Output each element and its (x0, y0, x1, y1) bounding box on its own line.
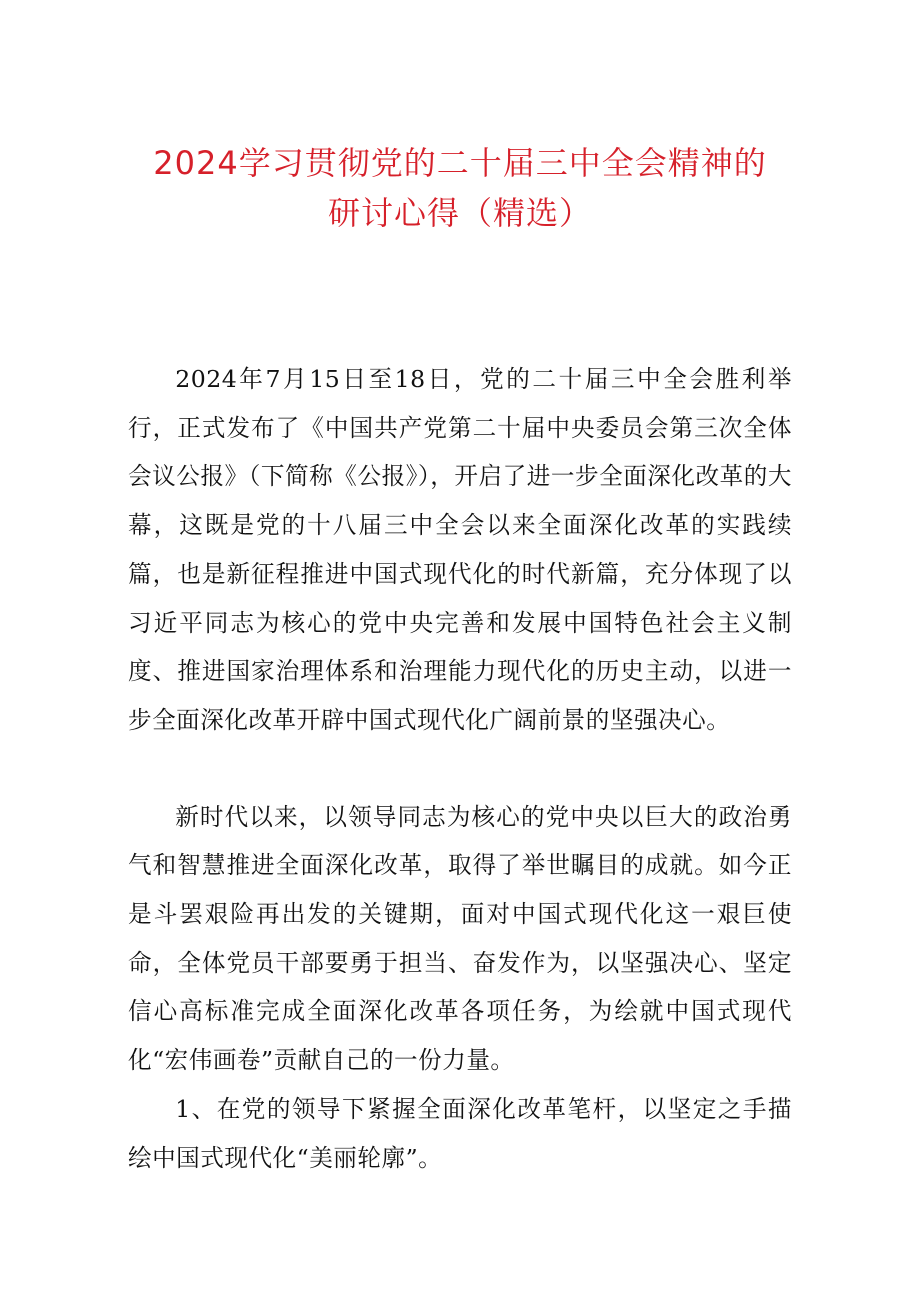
document-title (120, 138, 800, 238)
document-body (128, 355, 792, 1182)
title-line-2: 研讨心得（精选） (327, 194, 592, 232)
title-line-1: 2024学习贯彻党的二十届三中全会精神的 (153, 144, 767, 182)
paragraph-intro: 2024年7月15日至18日，党的二十届三中全会胜利举行，正式发布了《中国共产党第二十届中央委员会第三次全体会议公报》（下简称《公报》），开启了进一步全面深化改革的大幕，这既是党的十八届三中全会以来全面深化改革的实践续篇，也是新征程推进中国式现代化的时代新篇，充分体现了以习近平同志为核心的党中央完善和发展中国特色社会主义制度、推进国家治理体系和治理能力现代化的历史主动，以进一步全面深化改革开辟中国式现代化广阔前景的坚强决心。 (128, 365, 792, 734)
paragraph-new-era: 新时代以来，以领导同志为核心的党中央以巨大的政治勇气和智慧推进全面深化改革，取得了举世瞩目的成就。如今正是斗罢艰险再出发的关键期，面对中国式现代化这一艰巨使命，全体党员干部要勇于担当、奋发作为，以坚强决心、坚定信心高标准完成全面深化改革各项任务，为绘就中国式现代化“宏伟画卷”贡献自己的一份力量。 (128, 802, 792, 1075)
paragraph-point-1: 1、在党的领导下紧握全面深化改革笔杆，以坚定之手描绘中国式现代化“美丽轮廓”。 (128, 1094, 792, 1172)
